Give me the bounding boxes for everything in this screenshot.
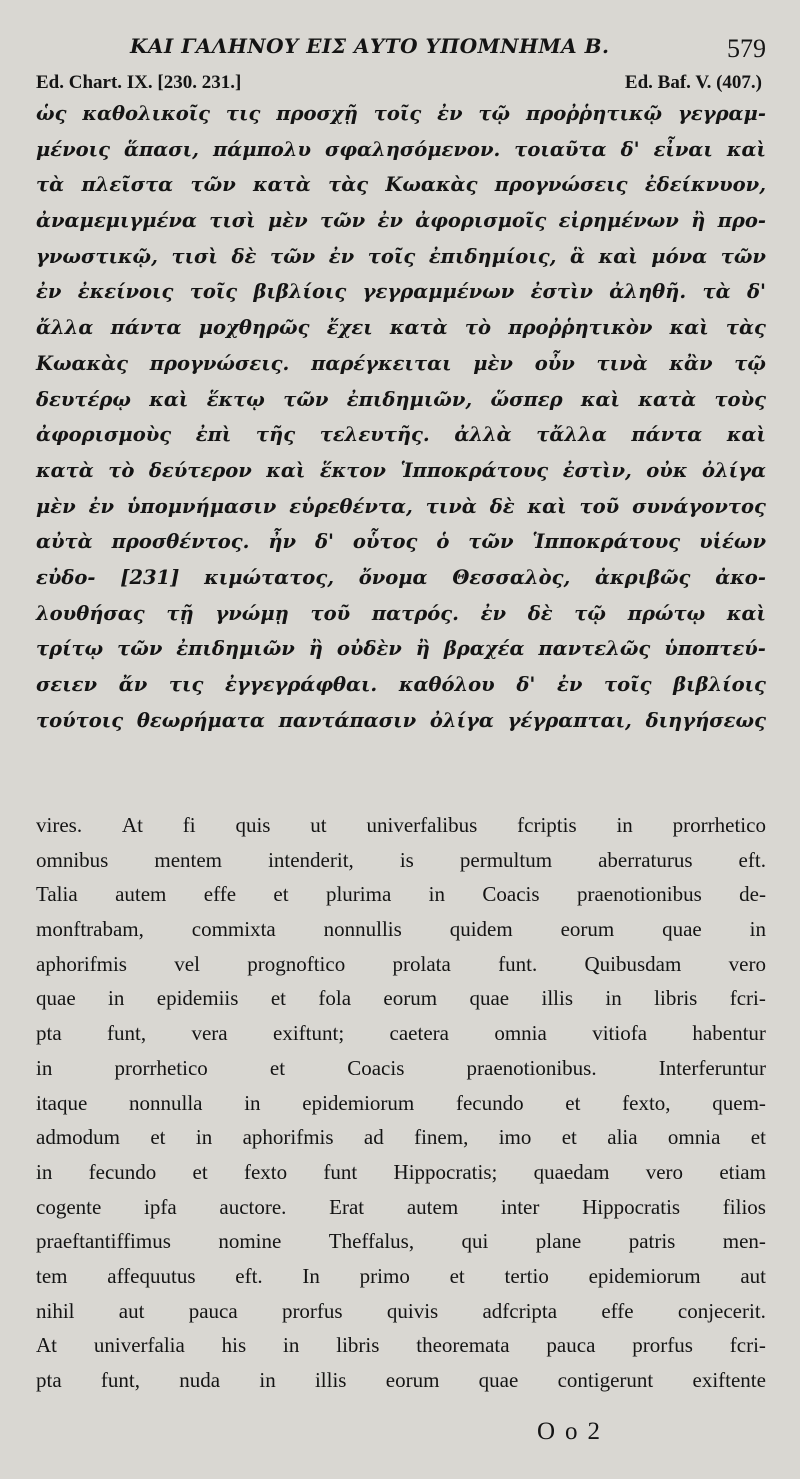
text-line: in prorrhetico et Coacis praenotionibus. Interferuntur — [36, 1055, 766, 1080]
text-line: quae in epidemiis et fola eorum quae illis in libris fcri- — [36, 986, 766, 1011]
text-line: nihil aut pauca prorfus quivis adfcripta effe conjecerit. — [36, 1298, 766, 1323]
text-line: pta funt, vera exiftunt; caetera omnia vitiofa habentur — [36, 1021, 766, 1046]
text-line: σειεν ἄν τις ἐγγεγράφθαι. καθόλου δ' ἐν τοῖς βιβλίοις — [36, 673, 766, 696]
text-line: ἐν ἐκείνοις τοῖς βιβλίοις γεγραμμένων ἐστὶν ἀληθῆ. τὰ δ' — [36, 280, 766, 304]
text-line: λουθήσας τῇ γνώμῃ τοῦ πατρός. ἐν δὲ τῷ πρώτῳ καὶ — [36, 601, 766, 625]
text-line: τὰ πλεῖστα τῶν κατὰ τὰς Κωακὰς προγνώσεις ἐδείκνυον, — [36, 173, 766, 197]
text-line: ἄλλα πάντα μοχθηρῶς ἔχει κατὰ τὸ προῤῥητικὸν καὶ τὰς — [36, 316, 766, 340]
text-line: ὡς καθολικοῖς τις προσχῇ τοῖς ἐν τῷ προῤῥητικῷ γεγραμ- — [36, 102, 766, 125]
text-line: ἀφορισμοὺς ἐπὶ τῆς τελευτῆς. ἀλλὰ τἄλλα πάντα καὶ — [36, 423, 766, 447]
latin-text-block — [36, 808, 766, 1398]
text-line: vires. At fi quis ut univerfalibus fcriptis in prorrhetico — [36, 813, 766, 837]
text-line: εὐδο- [231] κιμώτατος, ὄνομα Θεσσαλὸς, ἀκριβῶς ἀκο- — [36, 565, 766, 589]
edition-reference-chart: Ed. Chart. IX. [230. 231.] — [36, 72, 242, 93]
text-line: monftrabam, commixta nonnullis quidem eorum quae in — [36, 917, 766, 942]
text-line: tem affequutus eft. In primo et tertio epidemiorum aut — [36, 1263, 766, 1288]
greek-text-block — [36, 96, 766, 738]
text-line: ἀναμεμιγμένα τισὶ μὲν τῶν ἐν ἀφορισμοῖς εἰρημένων ἢ προ- — [36, 209, 766, 233]
text-line: pta funt, nuda in illis eorum quae contigerunt exiftente — [36, 1368, 766, 1392]
text-line: δευτέρῳ καὶ ἕκτῳ τῶν ἐπιδημιῶν, ὥσπερ καὶ κατὰ τοὺς — [36, 387, 766, 411]
text-line: τούτοις θεωρήματα παντάπασιν ὀλίγα γέγραπται, διηγήσεως — [36, 708, 766, 732]
text-line: Talia autem effe et plurima in Coacis praenotionibus de- — [36, 882, 766, 907]
edition-reference-basel: Ed. Baf. V. (407.) — [624, 72, 762, 93]
running-head: ΚΑΙ ΓΑΛΗΝΟΥ ΕΙΣ ΑΥΤΟ ΥΠΟΜΝΗΜΑ Β. — [130, 34, 610, 58]
text-line: κατὰ τὸ δεύτερον καὶ ἕκτον Ἱπποκράτους ἐστὶν, οὐκ ὀλίγα — [36, 458, 766, 482]
text-line: aphorifmis vel prognoftico prolata funt. Quibusdam vero — [36, 951, 766, 976]
text-line: admodum et in aphorifmis ad finem, imo et alia omnia et — [36, 1125, 766, 1150]
text-line: μὲν ἐν ὑπομνήμασιν εὑρεθέντα, τινὰ δὲ καὶ τοῦ συνάγοντος — [36, 494, 766, 518]
text-line: itaque nonnulla in epidemiorum fecundo et fexto, quem- — [36, 1090, 766, 1115]
text-line: Κωακὰς προγνώσεις. παρέγκειται μὲν οὖν τινὰ κἂν τῷ — [36, 351, 766, 375]
page-number: 579 — [727, 34, 766, 63]
text-line: γνωστικῷ, τισὶ δὲ τῶν ἐν τοῖς ἐπιδημίοις, ἃ καὶ μόνα τῶν — [36, 244, 766, 268]
signature-mark: Oo2 — [537, 1418, 611, 1445]
text-line: omnibus mentem intenderit, is permultum aberraturus eft. — [36, 847, 766, 872]
text-line: praeftantiffimus nomine Theffalus, qui plane patris men- — [36, 1229, 766, 1254]
text-line: cogente ipfa auctore. Erat autem inter Hippocratis filios — [36, 1194, 766, 1219]
text-line: αὐτὰ προσθέντος. ἦν δ' οὗτος ὁ τῶν Ἱπποκράτους υἱέων — [36, 530, 766, 554]
text-line: μένοις ἅπασι, πάμπολυ σφαλησόμενον. τοιαῦτα δ' εἶναι καὶ — [36, 137, 766, 161]
text-line: At univerfalia his in libris theoremata pauca prorfus fcri- — [36, 1333, 766, 1358]
text-line: τρίτῳ τῶν ἐπιδημιῶν ἢ οὐδὲν ἢ βραχέα παντελῶς ὑποπτεύ- — [36, 637, 766, 661]
text-line: in fecundo et fexto funt Hippocratis; quaedam vero etiam — [36, 1159, 766, 1184]
